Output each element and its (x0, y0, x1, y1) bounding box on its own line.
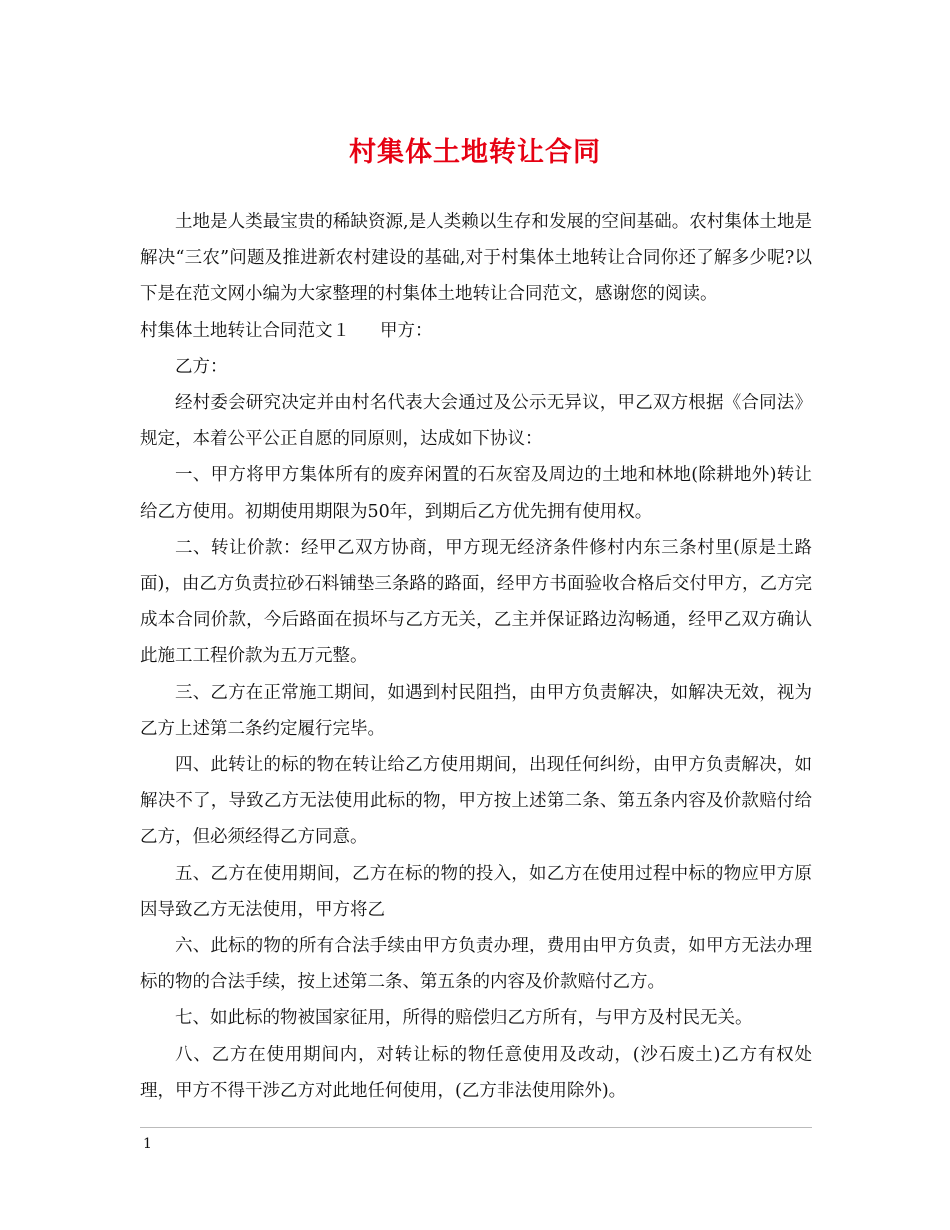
document-body (140, 204, 812, 1109)
footer-divider (140, 1127, 812, 1128)
clause-paragraph: 五、乙方在使用期间，乙方在标的物的投入，如乙方在使用过程中标的物应甲方原因导致乙方无法使用，甲方将乙 (140, 863, 812, 920)
clause-paragraph: 八、乙方在使用期间内，对转让标的物任意使用及改动，(沙石废土)乙方有权处理，甲方不得干涉乙方对此地任何使用，(乙方非法使用除外)。 (140, 1044, 812, 1101)
document-title: 村集体土地转让合同 (349, 137, 601, 168)
clause-paragraph: 七、如此标的物被国家征用，所得的赔偿归乙方所有，与甲方及村民无关。 (175, 1008, 753, 1029)
page-number: 1 (143, 1136, 152, 1152)
clause-paragraph: 三、乙方在正常施工期间，如遇到村民阻挡，由甲方负责解决，如解决无效，视为乙方上述第二条约定履行完毕。 (140, 682, 812, 739)
clause-paragraph: 经村委会研究决定并由村名代表大会通过及公示无异议，甲乙双方根据《合同法》规定，本着公平公正自愿的同原则，达成如下协议： (140, 393, 812, 450)
sample-heading: 村集体土地转让合同范文１ (140, 320, 350, 341)
clause-paragraph: 二、转让价款：经甲乙双方协商，甲方现无经济条件修村内东三条村里(原是土路面)，由乙方负责拉砂石料铺垫三条路的路面，经甲方书面验收合格后交付甲方，乙方完成本合同价款，今后路面在损坏与乙方无关，乙主并保证路边沟畅通，经甲乙双方确认此施工工程价款为五万元整。 (140, 537, 812, 667)
clause-paragraph: 四、此转让的标的物在转让给乙方使用期间，出现任何纠纷，由甲方负责解决，如解决不了，导致乙方无法使用此标的物，甲方按上述第二条、第五条内容及价款赔付给乙方，但必须经得乙方同意。 (140, 755, 812, 848)
sample-heading-line (140, 313, 812, 349)
clause-paragraph: 六、此标的物的所有合法手续由甲方负责办理，费用由甲方负责，如甲方无法办理标的物的合法手续，按上述第二条、第五条的内容及价款赔付乙方。 (140, 936, 812, 993)
intro-paragraph: 土地是人类最宝贵的稀缺资源,是人类赖以生存和发展的空间基础。农村集体土地是解决“三农”问题及推进新农村建设的基础,对于村集体土地转让合同你还了解多少呢?以下是在范文网小编为大家整理的村集体土地转让合同范文，感谢您的阅读。 (140, 212, 812, 305)
clause-paragraph: 一、甲方将甲方集体所有的废弃闲置的石灰窑及周边的土地和林地(除耕地外)转让给乙方使用。初期使用期限为50年，到期后乙方优先拥有使用权。 (140, 465, 812, 522)
party-b-label: 乙方： (175, 356, 228, 377)
party-a-label: 甲方： (380, 320, 433, 341)
